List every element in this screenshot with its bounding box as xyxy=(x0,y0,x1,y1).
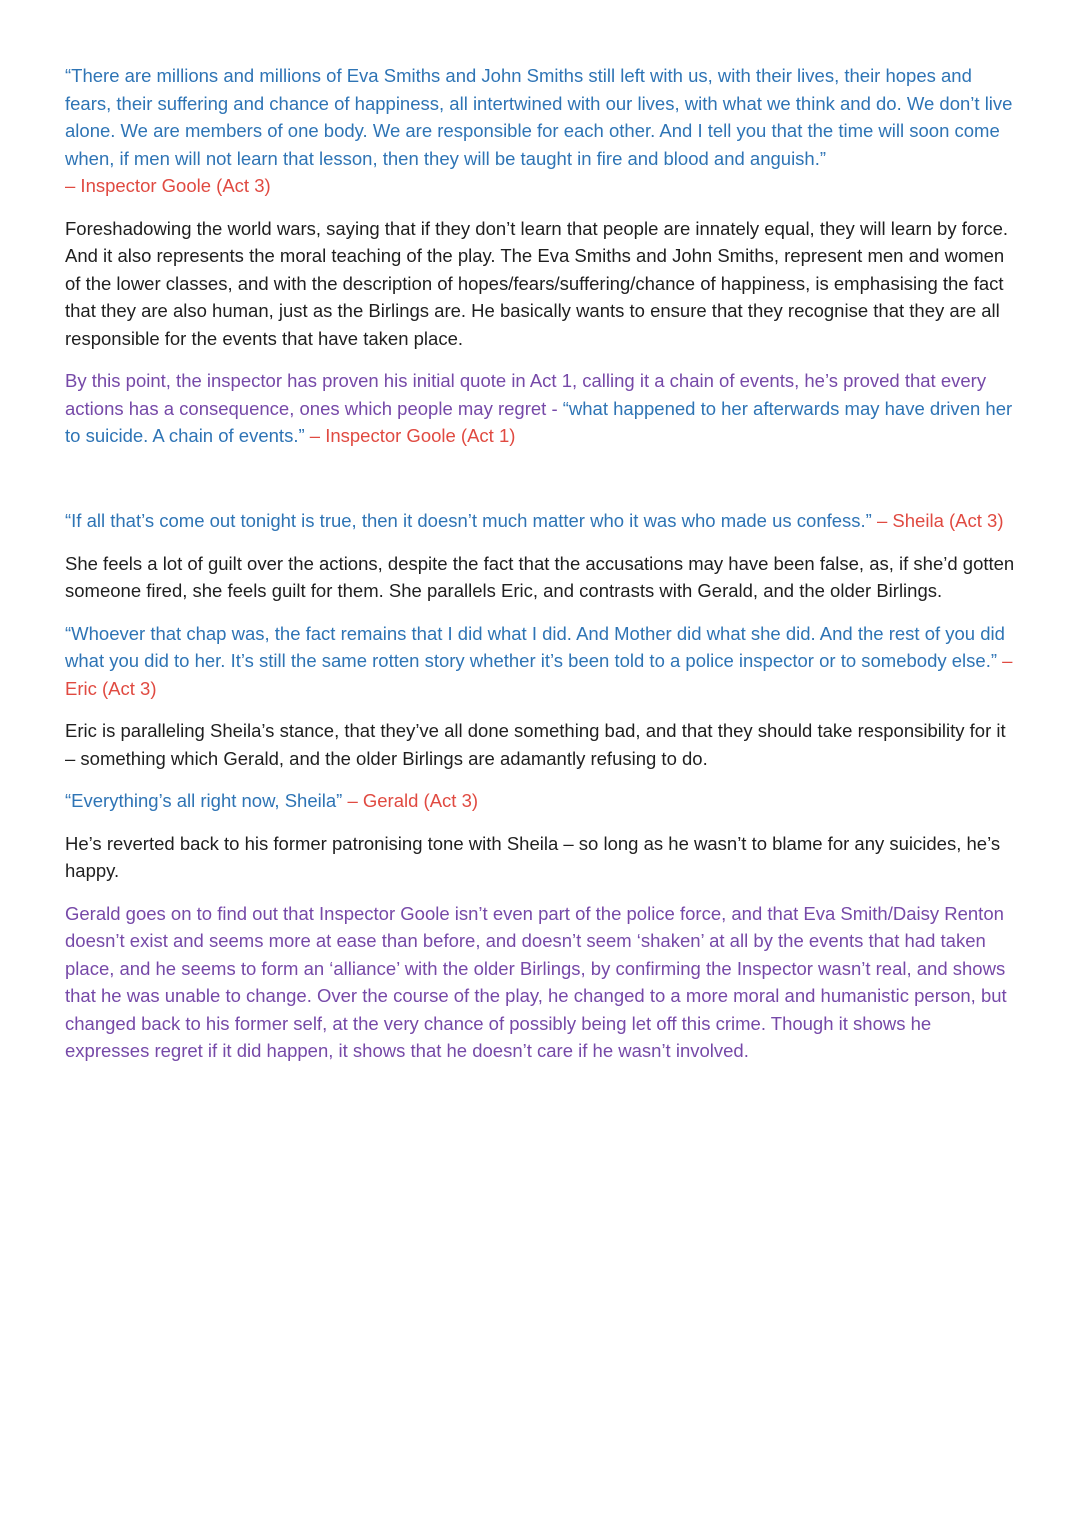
quote-text: “Everything’s all right now, Sheila” xyxy=(65,790,348,811)
quote-paragraph-sheila-act3 xyxy=(65,507,1020,535)
quote-paragraph-gerald-act3 xyxy=(65,787,1020,815)
analysis-text: He’s reverted back to his former patronising tone with Sheila – so long as he wasn’t to blame for any suicides, he’s happy. xyxy=(65,832,1001,881)
quote-paragraph-inspector-act3 xyxy=(65,62,1020,200)
analysis-paragraph-gerald-inspector xyxy=(65,900,1020,1065)
quote-text: “Whoever that chap was, the fact remains that I did what I did. And Mother did what she did. And the rest of you did what you did to her. It’s still the same rotten story whether it’s been told to a police inspector or to somebody else.” xyxy=(65,622,1005,671)
analysis-paragraph-chain-of-events xyxy=(65,367,1020,450)
attribution: – Sheila (Act 3) xyxy=(877,510,1004,531)
analysis-paragraph-sheila-guilt xyxy=(65,550,1020,605)
analysis-text: Foreshadowing the world wars, saying that if they don’t learn that people are innately equal, they will learn by force. And it also represents the moral teaching of the play. The Eva Smiths and John Smiths, represent men and women of the lower classes, and with the description of hopes/fears/suffering/chance of happiness, is emphasising the fact that they are also human, just as the Birlings are. He basically wants to ensure that they recognise that they are all responsible for the events that have taken place. xyxy=(65,217,1009,349)
attribution: – Inspector Goole (Act 1) xyxy=(309,425,516,446)
quote-text: “what happened to her afterwards may have driven her to suicide. A chain of events.” xyxy=(65,397,1013,446)
attribution: – Eric (Act 3) xyxy=(65,650,1013,699)
analysis-text: Eric is paralleling Sheila’s stance, that they’ve all done something bad, and that they should take responsibility for it – something which Gerald, and the older Birlings are adamantly refusing to do. xyxy=(65,720,1006,769)
attribution: – Gerald (Act 3) xyxy=(347,790,479,811)
analysis-paragraph-eric-responsibility xyxy=(65,717,1020,772)
quote-text: “If all that’s come out tonight is true, then it doesn’t much matter who it was who made us confess.” xyxy=(65,510,877,531)
attribution: – Inspector Goole (Act 3) xyxy=(65,175,271,196)
analysis-paragraph-foreshadowing xyxy=(65,215,1020,353)
analysis-text: Gerald goes on to find out that Inspector Goole isn’t even part of the police force, and that Eva Smith/Daisy Renton doesn’t exist and seems more at ease than before, and doesn’t seem ‘shaken’ at all by the events that had taken place, and he seems to form an ‘alliance’ with the older Birlings, by confirming the Inspector wasn’t real, and shows that he was unable to change. Over the course of the play, he changed to a more moral and humanistic person, but changed back to his former self, at the very chance of possibly being let off this crime. Though it shows he expresses regret if it did happen, it shows that he doesn’t care if he wasn’t involved. xyxy=(65,902,1007,1061)
document-body xyxy=(65,62,1020,1065)
analysis-paragraph-gerald-tone xyxy=(65,830,1020,885)
analysis-text: By this point, the inspector has proven his initial quote in Act 1, calling it a chain of events, he’s proved that every actions has a consequence, ones which people may regret - xyxy=(65,370,987,419)
analysis-text: She feels a lot of guilt over the actions, despite the fact that the accusations may have been false, as, if she’d gotten someone fired, she feels guilt for them. She parallels Eric, and contrasts with Gerald, and the older Birlings. xyxy=(65,552,1015,601)
quote-paragraph-eric-act3 xyxy=(65,620,1020,703)
quote-text: “There are millions and millions of Eva Smiths and John Smiths still left with us, with their lives, their hopes and fears, their suffering and chance of happiness, all intertwined with our lives, with what we think and do. We don’t live alone. We are members of one body. We are responsible for each other. And I tell you that the time will soon come when, if men will not learn that lesson, then they will be taught in fire and blood and anguish.” xyxy=(65,65,1013,169)
empty-line xyxy=(65,465,1020,493)
